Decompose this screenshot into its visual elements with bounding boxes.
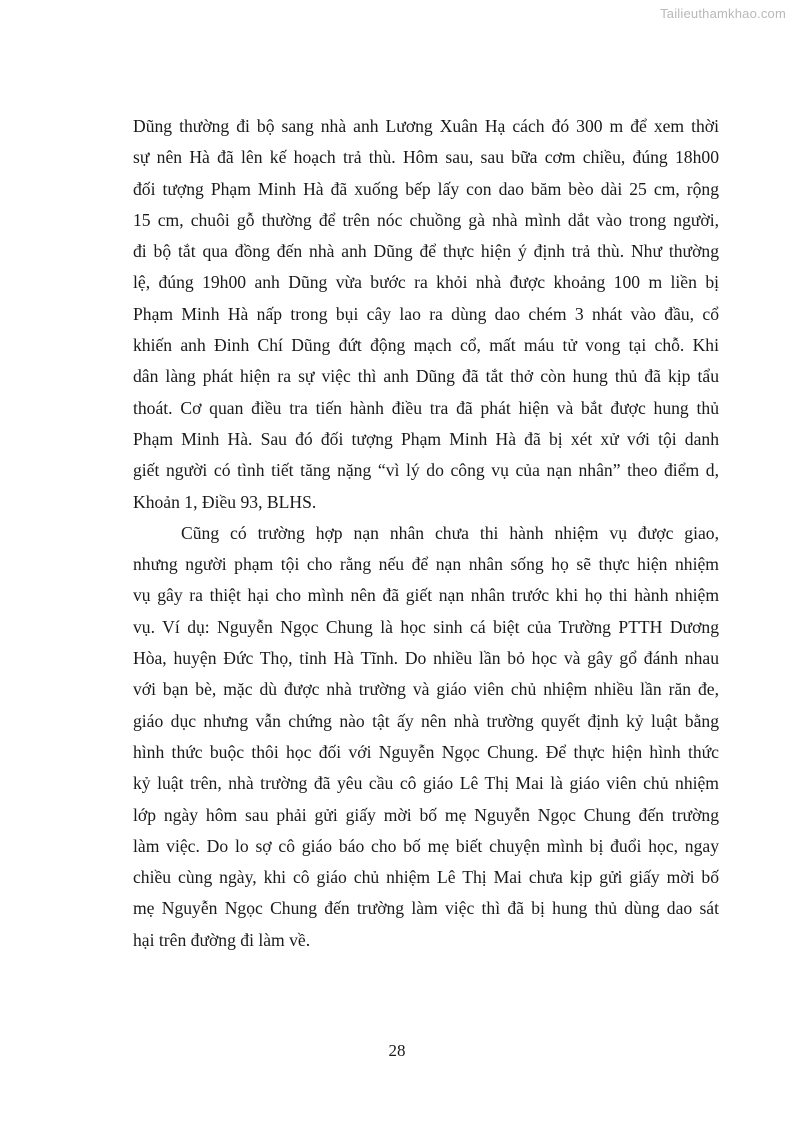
text-line: mẹ Nguyễn Ngọc Chung đến trường làm việc thì đã bị hung thủ dùng dao sát <box>133 898 719 919</box>
text-line: lệ, đúng 19h00 anh Dũng vừa bước ra khỏi nhà được khoảng 100 m liền bị <box>133 272 719 293</box>
text-line: vụ. Ví dụ: Nguyễn Ngọc Chung là học sinh cá biệt của Trường PTTH Dương <box>133 616 719 637</box>
text-line: vụ gây ra thiệt hại cho mình nên đã giết nạn nhân trước khi họ thi hành nhiệm <box>133 585 719 606</box>
page-number: 28 <box>388 1041 406 1060</box>
text-line: Khoản 1, Điều 93, BLHS. <box>133 491 317 512</box>
paragraph-1 <box>133 111 719 518</box>
text-line: Dũng thường đi bộ sang nhà anh Lương Xuân Hạ cách đó 300 m để xem thời <box>133 116 719 136</box>
text-line: đối tượng Phạm Minh Hà đã xuống bếp lấy con dao băm bèo dài 25 cm, rộng <box>133 178 719 199</box>
text-line: hình thức buộc thôi học đối với Nguyễn Ngọc Chung. Để thực hiện hình thức <box>133 741 719 762</box>
text-line: 15 cm, chuôi gỗ thường để trên nóc chuồng gà nhà mình dắt vào trong người, <box>133 209 719 230</box>
document-body <box>133 111 719 956</box>
text-line: kỷ luật trên, nhà trường đã yêu cầu cô giáo Lê Thị Mai là giáo viên chủ nhiệm <box>133 773 719 794</box>
text-line: hại trên đường đi làm về. <box>133 929 311 950</box>
text-line: làm việc. Do lo sợ cô giáo báo cho bố mẹ biết chuyện mình bị đuổi học, ngay <box>133 835 719 856</box>
text-line: sự nên Hà đã lên kế hoạch trả thù. Hôm sau, sau bữa cơm chiều, đúng 18h00 <box>133 147 719 168</box>
text-line: đi bộ tắt qua đồng đến nhà anh Dũng để thực hiện ý định trả thù. Như thường <box>133 241 719 262</box>
text-line: dân làng phát hiện ra sự việc thì anh Dũng đã tắt thở còn hung thủ đã kịp tẩu <box>133 366 719 387</box>
text-line: giết người có tình tiết tăng nặng “vì lý do công vụ của nạn nhân” theo điểm d, <box>133 460 719 481</box>
text-line: Cũng có trường hợp nạn nhân chưa thi hành nhiệm vụ được giao, <box>181 522 719 543</box>
text-line: giáo dục nhưng vẫn chứng nào tật ấy nên nhà trường quyết định kỷ luật bằng <box>133 710 719 731</box>
text-line: Phạm Minh Hà. Sau đó đối tượng Phạm Minh Hà đã bị xét xử với tội danh <box>133 428 719 449</box>
text-line: Hòa, huyện Đức Thọ, tỉnh Hà Tĩnh. Do nhiều lần bỏ học và gây gổ đánh nhau <box>133 648 719 669</box>
text-line: nhưng người phạm tội cho rằng nếu để nạn nhân sống họ sẽ thực hiện nhiệm <box>133 554 719 575</box>
watermark-text: Tailieuthamkhao.com <box>660 6 786 21</box>
paragraph-2 <box>133 518 719 956</box>
text-line: với bạn bè, mặc dù được nhà trường và giáo viên chủ nhiệm nhiều lần răn đe, <box>133 679 719 700</box>
text-line: thoát. Cơ quan điều tra tiến hành điều tra đã phát hiện và bắt được hung thủ <box>133 397 719 418</box>
text-line: Phạm Minh Hà nấp trong bụi cây lao ra dùng dao chém 3 nhát vào đầu, cổ <box>133 303 719 324</box>
text-line: lớp ngày hôm sau phải gửi giấy mời bố mẹ Nguyễn Ngọc Chung đến trường <box>133 804 719 825</box>
text-line: khiến anh Đinh Chí Dũng đứt động mạch cổ, mất máu tử vong tại chỗ. Khi <box>133 335 719 356</box>
text-line: chiều cùng ngày, khi cô giáo chủ nhiệm Lê Thị Mai chưa kịp gửi giấy mời bố <box>133 867 719 888</box>
